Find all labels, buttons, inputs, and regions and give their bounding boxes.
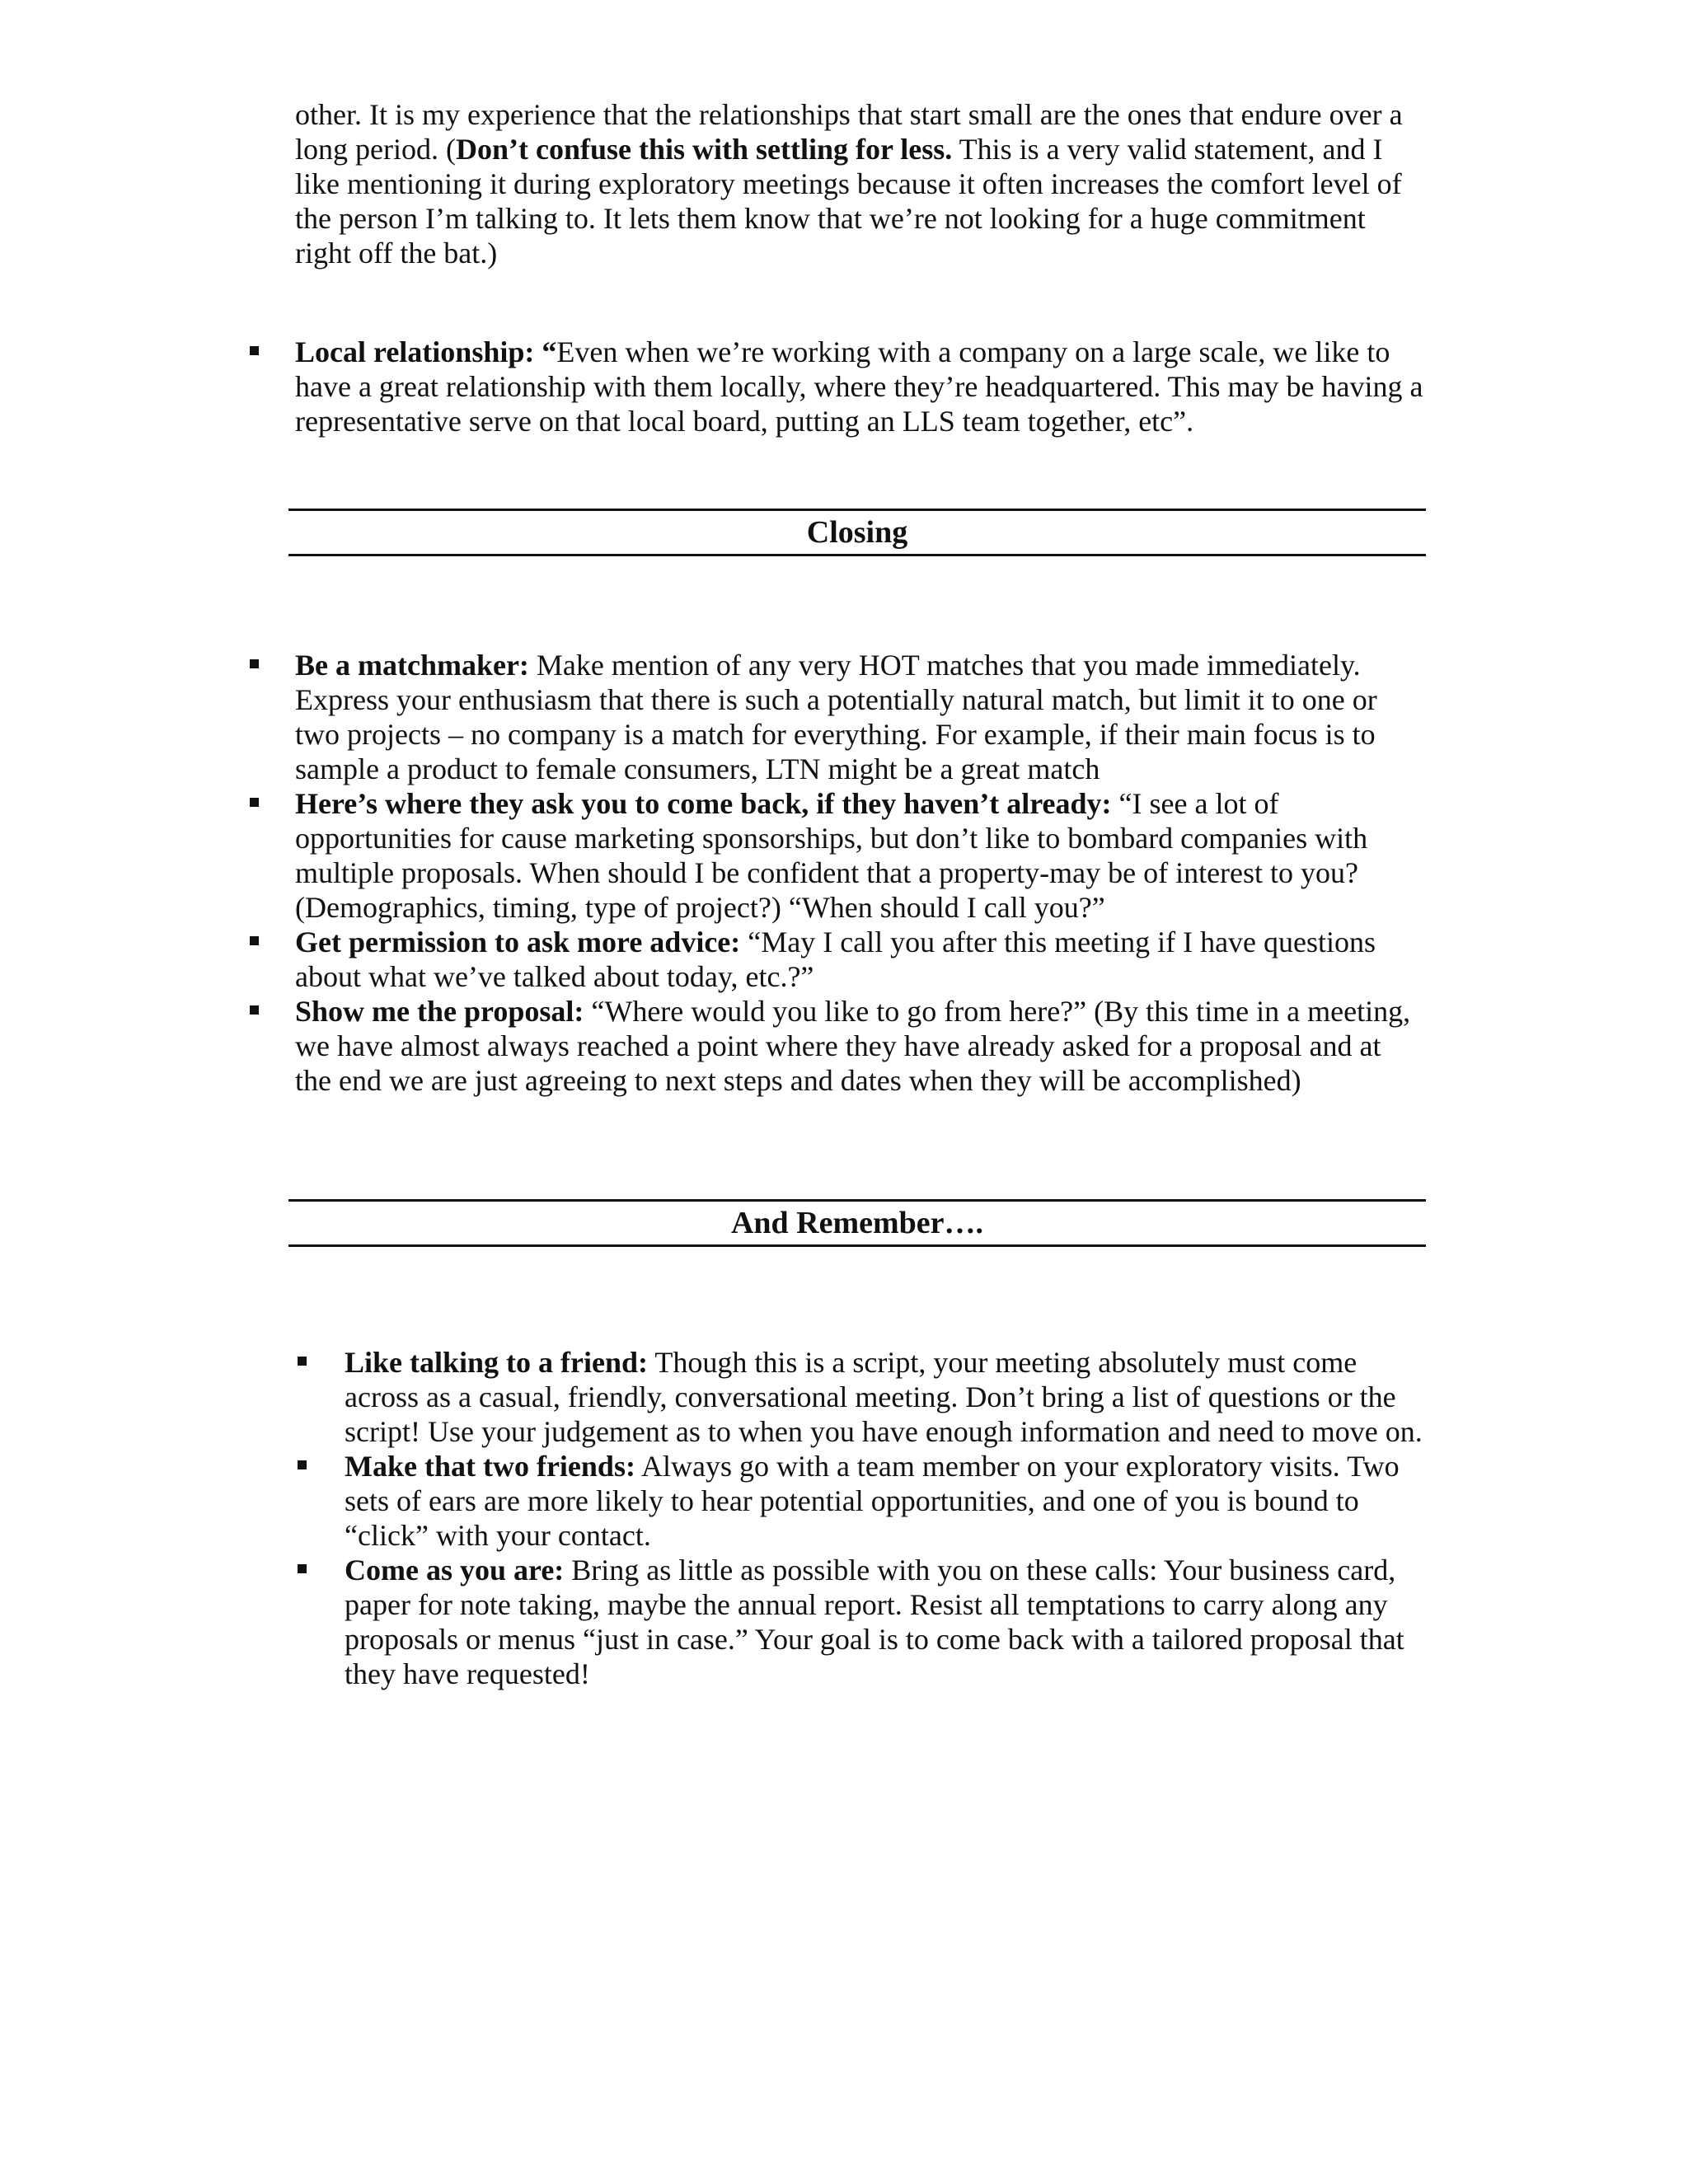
square-bullet-icon <box>250 936 259 945</box>
item-text: Always go with a team member on your exploratory visits. Two sets of ears are more likely to hear potential opportunities, and one of you is bound to “click” with your contact. <box>345 1450 1400 1552</box>
closing-list <box>295 648 1424 1098</box>
item-label: Here’s where they ask you to come back, if they haven’t already: <box>295 787 1112 820</box>
item-label: Like talking to a friend: <box>345 1346 649 1379</box>
intro-text-2: This is a very valid statement, and I like mentioning it during exploratory meetings because it often increases the comfort level of the person I’m talking to. It lets them know that we’re not looking for a huge commitment right off the bat.) <box>295 133 1402 269</box>
list-item <box>345 1553 1432 1691</box>
item-text: “May I call you after this meeting if I have questions about what we’ve talked about today, etc.?” <box>295 926 1376 993</box>
list-item <box>295 925 1424 994</box>
item-text: Make mention of any very HOT matches that you made immediately. Express your enthusiasm that there is such a potentially natural match, but limit it to one or two projects – no company is a match for everything. For example, if their main focus is to sample a product to female consumers, LTN might be a great match <box>295 649 1377 785</box>
item-label: Local relationship: “ <box>295 335 557 368</box>
square-bullet-icon <box>250 1005 259 1015</box>
section-heading-closing: Closing <box>288 509 1426 556</box>
square-bullet-icon <box>298 1564 307 1573</box>
item-text: “I see a lot of opportunities for cause marketing sponsorships, but don’t like to bombard companies with multiple proposals. When should I be confident that a property-may be of interest to you? (Demographics, timing, type of project?) “When should I call you?” <box>295 787 1368 924</box>
list-item <box>295 786 1424 925</box>
remember-list <box>345 1345 1432 1691</box>
intro-paragraph <box>295 97 1424 270</box>
item-label: Come as you are: <box>345 1554 565 1586</box>
square-bullet-icon <box>250 798 259 807</box>
list-item <box>295 335 1424 438</box>
item-text: Bring as little as possible with you on these calls: Your business card, paper for note taking, maybe the annual report. Resist all temptations to carry along any proposals or menus “just in case.” Your goal is to come back with a tailored proposal that they have requested! <box>345 1554 1404 1690</box>
item-label: Be a matchmaker: <box>295 649 529 682</box>
item-text: “Where would you like to go from here?” (By this time in a meeting, we have almost always reached a point where they have already asked for a proposal and at the end we are just agreeing to next steps and dates when they will be accomplished) <box>295 995 1411 1097</box>
section-heading-and-remember: And Remember…. <box>288 1199 1426 1247</box>
item-text: Though this is a script, your meeting absolutely must come across as a casual, friendly, conversational meeting. Don’t bring a list of questions or the script! Use your judgement as to when you have enough information and need to move on. <box>345 1346 1423 1448</box>
square-bullet-icon <box>298 1357 307 1366</box>
item-label: Make that two friends: <box>345 1450 635 1483</box>
intro-bold-text: Don’t confuse this with settling for less. <box>455 133 953 166</box>
item-text: Even when we’re working with a company on a large scale, we like to have a great relationship with them locally, where they’re headquartered. This may be having a representative serve on that local board, putting an LLS team together, etc”. <box>295 335 1423 438</box>
square-bullet-icon <box>298 1460 307 1469</box>
item-label: Show me the proposal: <box>295 995 584 1028</box>
square-bullet-icon <box>250 659 259 668</box>
list-item <box>295 648 1424 786</box>
square-bullet-icon <box>250 346 259 355</box>
intro-text-1: other. It is my experience that the relationships that start small are the ones that endure over a long period. ( <box>295 98 1403 166</box>
item-label: Get permission to ask more advice: <box>295 926 741 958</box>
local-relationship-list <box>295 335 1424 438</box>
list-item <box>345 1345 1432 1449</box>
list-item <box>295 994 1424 1098</box>
list-item <box>345 1449 1432 1553</box>
